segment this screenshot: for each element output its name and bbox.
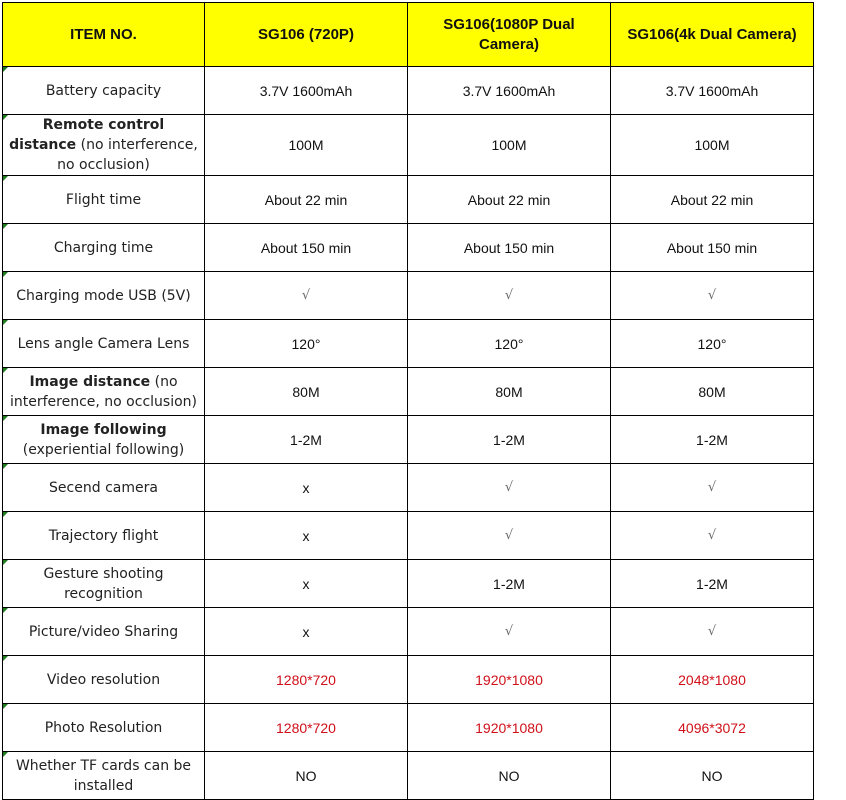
row-label-bold: Image following	[40, 421, 167, 438]
row-label	[3, 176, 205, 224]
row-value-cell: √	[408, 464, 611, 512]
row-label-text: Lens angle Camera Lens	[17, 335, 190, 352]
row-value-cell: 1-2M	[611, 560, 814, 608]
row-value-cell: √	[408, 608, 611, 656]
row-value-cell: 4096*3072	[611, 704, 814, 752]
row-value-cell: √	[408, 272, 611, 320]
row-label	[3, 608, 205, 656]
row-label-text: Gesture shooting recognition	[43, 565, 164, 602]
row-value-cell: 80M	[408, 368, 611, 416]
row-label	[3, 67, 205, 115]
row-value-cell: 2048*1080	[611, 656, 814, 704]
row-value-cell: √	[205, 272, 408, 320]
row-label-text: Secend camera	[49, 479, 158, 496]
spec-comparison-table	[2, 2, 814, 800]
row-value-cell: 1-2M	[408, 560, 611, 608]
table-row	[3, 560, 814, 608]
row-label-text: Charging mode USB (5V)	[16, 287, 191, 304]
row-value-cell: NO	[408, 752, 611, 800]
row-value-cell: 100M	[408, 115, 611, 176]
table-row	[3, 368, 814, 416]
header-model-720p: SG106 (720P)	[205, 3, 408, 67]
table-row	[3, 416, 814, 464]
row-value-cell: About 150 min	[408, 224, 611, 272]
row-value-cell: 120°	[205, 320, 408, 368]
row-value-cell: 100M	[611, 115, 814, 176]
row-label-text: (experiential following)	[22, 441, 185, 458]
row-label-text: Picture/video Sharing	[28, 623, 179, 640]
table-row	[3, 115, 814, 176]
header-row	[3, 3, 814, 67]
row-value-cell: 1-2M	[611, 416, 814, 464]
header-item-no: ITEM NO.	[3, 3, 205, 67]
row-value-cell: x	[205, 512, 408, 560]
row-value-cell: About 22 min	[611, 176, 814, 224]
row-value-cell: NO	[611, 752, 814, 800]
row-label-text: Battery capacity	[45, 82, 162, 99]
row-value-cell: About 22 min	[205, 176, 408, 224]
row-value-cell: 120°	[611, 320, 814, 368]
row-label	[3, 224, 205, 272]
row-label	[3, 560, 205, 608]
row-value-cell: 1920*1080	[408, 656, 611, 704]
row-label-text: (no interference, no occlusion)	[9, 373, 197, 410]
row-value-cell: 3.7V 1600mAh	[408, 67, 611, 115]
row-value-cell: 100M	[205, 115, 408, 176]
row-label-text: Whether TF cards can be installed	[15, 757, 192, 794]
row-label	[3, 416, 205, 464]
row-value-cell: About 150 min	[611, 224, 814, 272]
table-row	[3, 704, 814, 752]
table-row	[3, 67, 814, 115]
row-label-text: Charging time	[53, 239, 154, 256]
row-label	[3, 656, 205, 704]
table-row	[3, 752, 814, 800]
table-row	[3, 272, 814, 320]
row-value-cell: x	[205, 608, 408, 656]
row-value-cell: √	[408, 512, 611, 560]
row-value-cell: x	[205, 560, 408, 608]
row-label	[3, 512, 205, 560]
row-value-cell: √	[611, 272, 814, 320]
table-row	[3, 320, 814, 368]
row-value-cell: 1920*1080	[408, 704, 611, 752]
row-label	[3, 272, 205, 320]
row-label	[3, 752, 205, 800]
row-value-cell: 1-2M	[205, 416, 408, 464]
header-model-4k: SG106(4k Dual Camera)	[611, 3, 814, 67]
row-value-cell: √	[611, 608, 814, 656]
row-label-bold: Remote control distance	[9, 117, 165, 153]
row-label-text: Flight time	[65, 191, 142, 208]
row-label	[3, 115, 205, 176]
row-label-bold: Image distance	[29, 373, 151, 390]
row-label	[3, 464, 205, 512]
row-label-text: Video resolution	[46, 671, 161, 688]
header-model-1080p: SG106(1080P Dual Camera)	[408, 3, 611, 67]
row-value-cell: 120°	[408, 320, 611, 368]
row-value-cell: 1280*720	[205, 656, 408, 704]
table-row	[3, 464, 814, 512]
table-row	[3, 512, 814, 560]
row-value-cell: About 22 min	[408, 176, 611, 224]
row-value-cell: 1280*720	[205, 704, 408, 752]
row-value-cell: 1-2M	[408, 416, 611, 464]
table-row	[3, 176, 814, 224]
row-label-text: Trajectory flight	[48, 527, 159, 544]
table-row	[3, 656, 814, 704]
row-label	[3, 320, 205, 368]
table-row	[3, 608, 814, 656]
row-value-cell: NO	[205, 752, 408, 800]
row-label-text: (no interference, no occlusion)	[57, 137, 198, 173]
row-label	[3, 704, 205, 752]
row-label-text: Photo Resolution	[44, 719, 163, 736]
row-value-cell: 80M	[205, 368, 408, 416]
row-value-cell: √	[611, 464, 814, 512]
table-row	[3, 224, 814, 272]
row-value-cell: 3.7V 1600mAh	[611, 67, 814, 115]
row-value-cell: x	[205, 464, 408, 512]
row-value-cell: About 150 min	[205, 224, 408, 272]
row-label	[3, 368, 205, 416]
row-value-cell: 80M	[611, 368, 814, 416]
row-value-cell: 3.7V 1600mAh	[205, 67, 408, 115]
row-value-cell: √	[611, 512, 814, 560]
